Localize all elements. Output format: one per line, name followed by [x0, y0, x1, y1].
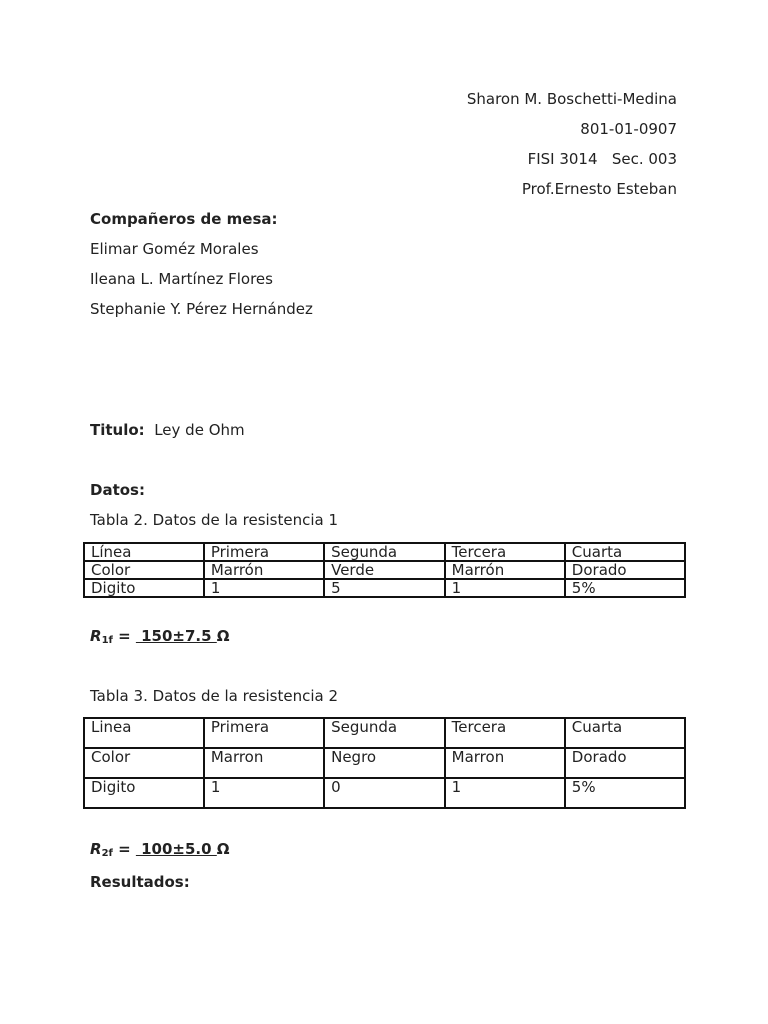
r2-symbol: R	[90, 840, 102, 858]
table-row	[84, 748, 685, 778]
r2-equals: =	[112, 840, 136, 858]
table-cell: Cuarta	[565, 718, 685, 748]
table-cell: Tercera	[445, 718, 565, 748]
r1-subscript: 1f	[101, 635, 113, 646]
r2-result	[90, 840, 230, 859]
table-cell: Linea	[84, 718, 204, 748]
companion-name: Elimar Goméz Morales	[90, 240, 259, 258]
table-cell: Verde	[324, 561, 445, 579]
r2-unit: Ω	[216, 840, 230, 858]
table-cell: Dorado	[565, 561, 685, 579]
table-cell: 1	[204, 778, 324, 808]
student-id: 801-01-0907	[580, 120, 677, 138]
r1-equals: =	[112, 627, 136, 645]
r1-unit: Ω	[216, 627, 230, 645]
table-cell: Digito	[84, 579, 204, 597]
table-row	[84, 718, 685, 748]
table-cell: Primera	[204, 718, 324, 748]
title-label: Titulo:	[90, 421, 145, 439]
table-cell: 5%	[565, 778, 685, 808]
companions-heading: Compañeros de mesa:	[90, 210, 278, 228]
r1-symbol: R	[90, 627, 102, 645]
table-cell: Color	[84, 561, 204, 579]
resistor2-table	[83, 717, 686, 809]
table2-caption: Tabla 2. Datos de la resistencia 1	[90, 511, 339, 529]
table-cell: Segunda	[324, 543, 445, 561]
table-cell: 1	[445, 778, 565, 808]
table-cell: Color	[84, 748, 204, 778]
table-cell: 5%	[565, 579, 685, 597]
table-cell: Dorado	[565, 748, 685, 778]
table-cell: 5	[324, 579, 445, 597]
table-cell: 1	[445, 579, 565, 597]
table-cell: Digito	[84, 778, 204, 808]
title-value: Ley de Ohm	[154, 421, 245, 439]
table-cell: Marrón	[204, 561, 324, 579]
table-row	[84, 561, 685, 579]
table3-caption: Tabla 3. Datos de la resistencia 2	[90, 687, 339, 705]
table-cell: Segunda	[324, 718, 445, 748]
table-cell: 1	[204, 579, 324, 597]
table-row	[84, 778, 685, 808]
table-cell: 0	[324, 778, 445, 808]
table-cell: Marron	[445, 748, 565, 778]
r2-subscript: 2f	[101, 848, 113, 859]
title-line	[90, 421, 245, 439]
table-cell: Negro	[324, 748, 445, 778]
author-name: Sharon M. Boschetti-Medina	[466, 90, 677, 108]
r2-value: 100±5.0	[135, 840, 217, 858]
r1-result	[90, 627, 230, 646]
table-cell: Tercera	[445, 543, 565, 561]
r1-value: 150±7.5	[135, 627, 217, 645]
table-cell: Cuarta	[565, 543, 685, 561]
table-row	[84, 579, 685, 597]
results-heading: Resultados:	[90, 873, 190, 891]
companion-name: Stephanie Y. Pérez Hernández	[90, 300, 313, 318]
table-row	[84, 543, 685, 561]
professor-name: Prof.Ernesto Esteban	[521, 180, 677, 198]
table-cell: Marrón	[445, 561, 565, 579]
table-cell: Marron	[204, 748, 324, 778]
data-heading: Datos:	[90, 481, 145, 499]
table-cell: Línea	[84, 543, 204, 561]
resistor1-table	[83, 542, 686, 598]
table-cell: Primera	[204, 543, 324, 561]
course-section: FISI 3014 Sec. 003	[527, 150, 677, 168]
companion-name: Ileana L. Martínez Flores	[90, 270, 273, 288]
